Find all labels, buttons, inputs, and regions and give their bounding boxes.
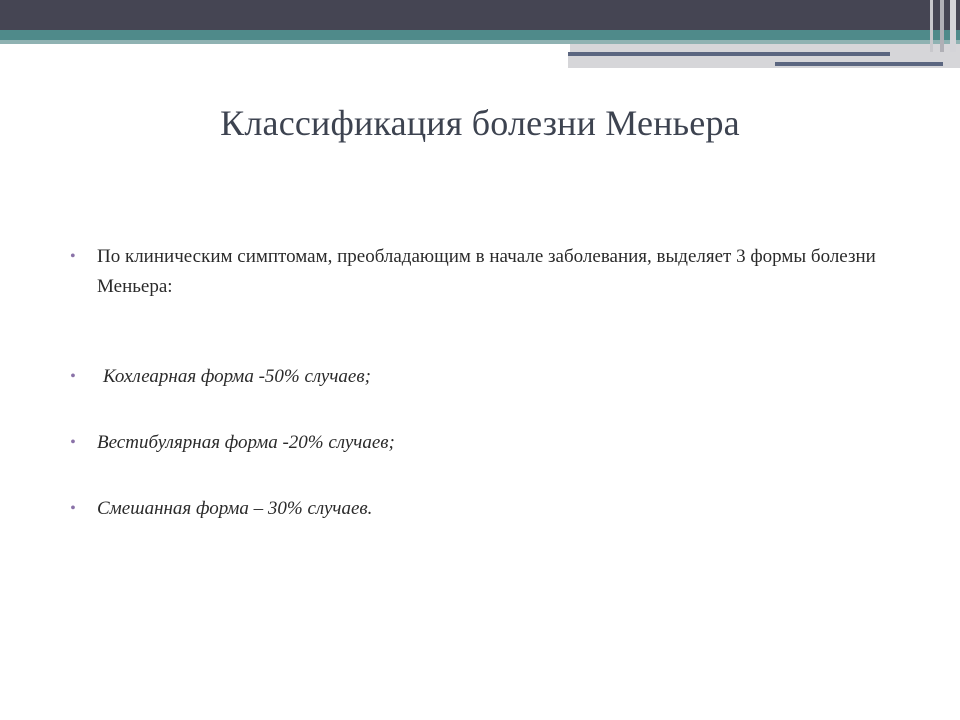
header-accent-stripe bbox=[0, 30, 960, 40]
list-item bbox=[70, 494, 890, 524]
bullet-icon: • bbox=[70, 500, 76, 517]
form-vestibular: Вестибулярная форма -20% случаев; bbox=[97, 432, 395, 453]
header-decor-bar bbox=[930, 0, 933, 52]
header-decor-line bbox=[568, 52, 890, 56]
header-white-strip bbox=[0, 44, 570, 52]
header-decor-bar bbox=[950, 0, 956, 52]
list-item bbox=[70, 242, 890, 302]
header-banner bbox=[0, 0, 960, 30]
intro-text: По клиническим симптомам, преобладающим в начале заболевания, выделяет 3 формы болезни Меньера: bbox=[97, 246, 876, 297]
list-item bbox=[70, 362, 890, 392]
slide-title: Классификация болезни Меньера bbox=[220, 103, 740, 143]
form-mixed: Смешанная форма – 30% случаев. bbox=[97, 498, 373, 519]
header-decor-line bbox=[775, 62, 943, 66]
bullet-icon: • bbox=[70, 434, 76, 451]
bullet-icon: • bbox=[70, 368, 76, 385]
header-decor-bar bbox=[940, 0, 944, 52]
bullet-list bbox=[70, 242, 890, 560]
list-item bbox=[70, 428, 890, 458]
bullet-icon: • bbox=[70, 248, 76, 265]
form-cochlear: Кохлеарная форма -50% случаев; bbox=[103, 366, 371, 387]
